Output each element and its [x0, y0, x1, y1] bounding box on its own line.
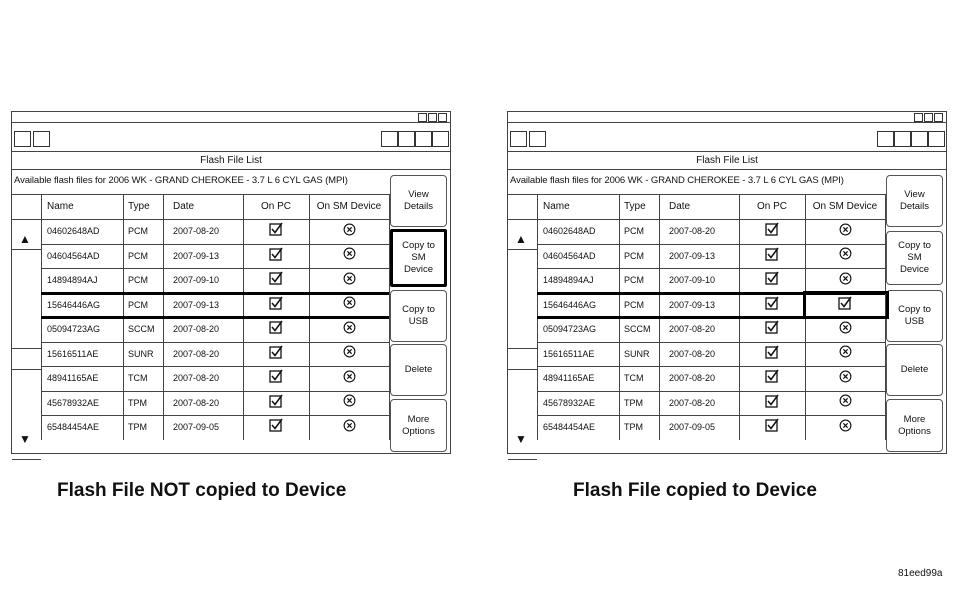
- close-icon[interactable]: [934, 113, 943, 122]
- table-cell-name[interactable]: 15616511AE: [47, 348, 99, 359]
- checkmark-icon: [269, 394, 283, 408]
- table-cell-name[interactable]: 45678932AE: [543, 397, 596, 408]
- list-title: Flash File List: [508, 152, 946, 170]
- figure-id: 81eed99a: [898, 568, 943, 579]
- checkmark-icon: [765, 418, 779, 432]
- table-cell-type[interactable]: PCM: [128, 226, 148, 236]
- not-present-icon: [839, 419, 852, 432]
- checkmark-icon: [269, 296, 283, 310]
- highlighted-cell: [803, 291, 889, 320]
- table-cell-type[interactable]: PCM: [128, 250, 148, 261]
- checkmark-icon: [765, 296, 779, 310]
- table-cell-type[interactable]: PCM: [624, 226, 644, 236]
- toolbar-button-1[interactable]: [14, 131, 31, 147]
- table-cell-type[interactable]: TPM: [624, 397, 643, 408]
- table-cell-name[interactable]: 48941165AE: [47, 373, 99, 383]
- delete-button[interactable]: Delete: [390, 344, 447, 396]
- column-header[interactable]: Type: [624, 201, 646, 212]
- table-cell-type[interactable]: SUNR: [624, 348, 650, 359]
- table-cell-name[interactable]: 04602648AD: [543, 226, 596, 236]
- scrollbar-divider: [12, 249, 41, 250]
- available-files-text: Available flash files for 2006 WK - GRAND CHEROKEE - 3.7 L 6 CYL GAS (MPI): [510, 175, 844, 186]
- table-cell-type[interactable]: PCM: [624, 275, 644, 285]
- checkmark-icon: [269, 320, 283, 334]
- close-icon[interactable]: [438, 113, 447, 122]
- selected-row-bottom: [41, 316, 389, 319]
- not-present-icon: [839, 223, 852, 236]
- column-header[interactable]: Date: [669, 201, 691, 212]
- caption-not-copied: Flash File NOT copied to Device: [57, 480, 347, 501]
- table-cell-date[interactable]: 2007-09-10: [669, 275, 716, 285]
- toolbar-button-3[interactable]: [877, 131, 894, 147]
- table-cell-date[interactable]: 2007-08-20: [173, 324, 220, 334]
- column-header[interactable]: Type: [128, 201, 150, 212]
- column-header[interactable]: On SM Device: [812, 201, 878, 212]
- toolbar-button-2[interactable]: [33, 131, 50, 147]
- checkmark-icon: [269, 222, 283, 236]
- not-present-icon: [839, 370, 852, 383]
- minimize-icon[interactable]: [418, 113, 427, 122]
- scrollbar-divider: [508, 369, 537, 370]
- scrollbar-divider: [508, 459, 537, 460]
- table-cell-name[interactable]: 45678932AE: [47, 397, 100, 408]
- not-present-icon: [839, 321, 852, 334]
- table-cell-date[interactable]: 2007-08-20: [669, 373, 716, 383]
- checkmark-icon: [765, 394, 779, 408]
- table-cell-type[interactable]: SUNR: [128, 348, 154, 359]
- not-present-icon: [343, 321, 356, 334]
- table-cell-name[interactable]: 04604564AD: [543, 250, 596, 261]
- more-options-button[interactable]: More Options: [390, 399, 447, 452]
- column-header[interactable]: On PC: [756, 201, 787, 212]
- scrollbar-divider: [12, 459, 41, 460]
- column-divider: [389, 194, 390, 440]
- table-cell-date[interactable]: 2007-08-20: [669, 397, 716, 408]
- table-cell-type[interactable]: PCM: [128, 275, 148, 285]
- table-cell-date[interactable]: 2007-09-13: [173, 250, 220, 261]
- table-cell-date[interactable]: 2007-09-05: [669, 422, 716, 432]
- table-cell-name[interactable]: 14894894AJ: [543, 275, 594, 285]
- table-cell-date[interactable]: 2007-09-05: [173, 422, 220, 432]
- table-cell-name[interactable]: 48941165AE: [543, 373, 595, 383]
- table-cell-type[interactable]: TPM: [128, 422, 147, 432]
- table-cell-date[interactable]: 2007-08-20: [173, 226, 220, 236]
- table-cell-date[interactable]: 2007-08-20: [669, 226, 716, 236]
- scroll-down-icon[interactable]: ▼: [19, 432, 31, 446]
- not-present-icon: [343, 296, 356, 309]
- scrollbar-divider: [508, 249, 537, 250]
- checkmark-icon: [765, 271, 779, 285]
- checkmark-icon: [765, 369, 779, 383]
- checkmark-icon: [765, 320, 779, 334]
- toolbar-button-2[interactable]: [529, 131, 546, 147]
- flash-file-window: [11, 111, 451, 454]
- toolbar-button-3[interactable]: [381, 131, 398, 147]
- table-cell-type[interactable]: SCCM: [624, 324, 651, 334]
- scroll-up-icon[interactable]: ▲: [515, 232, 527, 246]
- not-present-icon: [839, 394, 852, 407]
- table-cell-date[interactable]: 2007-08-20: [669, 348, 716, 359]
- table-cell-type[interactable]: TPM: [624, 422, 643, 432]
- column-header[interactable]: Name: [47, 201, 74, 212]
- not-present-icon: [343, 247, 356, 260]
- copy-to-usb-button[interactable]: Copy to USB: [390, 290, 447, 342]
- table-cell-type[interactable]: PCM: [624, 299, 644, 310]
- view-details-button[interactable]: View Details: [390, 175, 447, 227]
- list-title: Flash File List: [12, 152, 450, 170]
- table-cell-date[interactable]: 2007-08-20: [173, 348, 220, 359]
- not-present-icon: [343, 394, 356, 407]
- selected-row-top: [41, 292, 389, 295]
- table-cell-date[interactable]: 2007-09-13: [669, 250, 716, 261]
- toolbar-button-4[interactable]: [894, 131, 911, 147]
- column-header[interactable]: Name: [543, 201, 570, 212]
- table-cell-date[interactable]: 2007-08-20: [669, 324, 716, 334]
- toolbar: [508, 123, 946, 152]
- table-cell-type[interactable]: TPM: [128, 397, 147, 408]
- copy-to-sm-device-button[interactable]: Copy to SM Device: [390, 229, 447, 287]
- toolbar-button-6[interactable]: [928, 131, 945, 147]
- scrollbar-divider: [12, 369, 41, 370]
- window-title-bar: [12, 112, 450, 123]
- column-header[interactable]: Date: [173, 201, 195, 212]
- scrollbar-divider: [12, 348, 41, 349]
- table-cell-name[interactable]: 04604564AD: [47, 250, 100, 261]
- maximize-icon[interactable]: [924, 113, 933, 122]
- minimize-icon[interactable]: [914, 113, 923, 122]
- table-cell-date[interactable]: 2007-09-13: [669, 299, 716, 310]
- checkmark-icon: [269, 345, 283, 359]
- scroll-up-icon[interactable]: ▲: [19, 232, 31, 246]
- toolbar: [12, 123, 450, 152]
- available-files-text: Available flash files for 2006 WK - GRAND CHEROKEE - 3.7 L 6 CYL GAS (MPI): [14, 175, 348, 186]
- table-cell-date[interactable]: 2007-09-13: [173, 299, 220, 310]
- view-details-button[interactable]: View Details: [886, 175, 943, 227]
- table-cell-name[interactable]: 15616511AE: [543, 348, 595, 359]
- table-cell-type[interactable]: PCM: [624, 250, 644, 261]
- not-present-icon: [839, 345, 852, 358]
- toolbar-button-5[interactable]: [911, 131, 928, 147]
- table-cell-name[interactable]: 65484454AE: [543, 422, 596, 432]
- toolbar-button-5[interactable]: [415, 131, 432, 147]
- checkmark-icon: [269, 369, 283, 383]
- not-present-icon: [839, 272, 852, 285]
- delete-button[interactable]: Delete: [886, 344, 943, 396]
- checkmark-icon: [765, 345, 779, 359]
- table-cell-name[interactable]: 15646446AG: [47, 299, 101, 310]
- scroll-down-icon[interactable]: ▼: [515, 432, 527, 446]
- checkmark-icon: [765, 247, 779, 261]
- table-cell-date[interactable]: 2007-08-20: [173, 397, 220, 408]
- not-present-icon: [343, 223, 356, 236]
- table-cell-name[interactable]: 04602648AD: [47, 226, 100, 236]
- table-cell-type[interactable]: PCM: [128, 299, 148, 310]
- table-cell-name[interactable]: 14894894AJ: [47, 275, 98, 285]
- table-cell-type[interactable]: TCM: [128, 373, 148, 383]
- table-cell-name[interactable]: 05094723AG: [47, 324, 101, 334]
- flash-file-window: [507, 111, 947, 454]
- table-cell-type[interactable]: SCCM: [128, 324, 155, 334]
- table-cell-name[interactable]: 05094723AG: [543, 324, 597, 334]
- caption-copied: Flash File copied to Device: [573, 480, 817, 501]
- checkmark-icon: [269, 247, 283, 261]
- not-present-icon: [343, 419, 356, 432]
- table-cell-type[interactable]: TCM: [624, 373, 644, 383]
- not-present-icon: [343, 272, 356, 285]
- toolbar-button-1[interactable]: [510, 131, 527, 147]
- column-header[interactable]: On PC: [260, 201, 291, 212]
- toolbar-button-6[interactable]: [432, 131, 449, 147]
- copy-to-usb-button[interactable]: Copy to USB: [886, 290, 943, 342]
- checkmark-icon: [269, 271, 283, 285]
- table-cell-date[interactable]: 2007-08-20: [173, 373, 220, 383]
- toolbar-button-4[interactable]: [398, 131, 415, 147]
- copy-to-sm-device-button[interactable]: Copy to SM Device: [886, 231, 943, 285]
- checkmark-icon: [269, 418, 283, 432]
- maximize-icon[interactable]: [428, 113, 437, 122]
- not-present-icon: [343, 345, 356, 358]
- not-present-icon: [343, 370, 356, 383]
- table-cell-name[interactable]: 65484454AE: [47, 422, 100, 432]
- window-title-bar: [508, 112, 946, 123]
- checkmark-icon: [765, 222, 779, 236]
- not-present-icon: [839, 247, 852, 260]
- table-cell-name[interactable]: 15646446AG: [543, 299, 597, 310]
- table-cell-date[interactable]: 2007-09-10: [173, 275, 220, 285]
- column-header[interactable]: On SM Device: [316, 201, 382, 212]
- more-options-button[interactable]: More Options: [886, 399, 943, 452]
- scrollbar-divider: [508, 348, 537, 349]
